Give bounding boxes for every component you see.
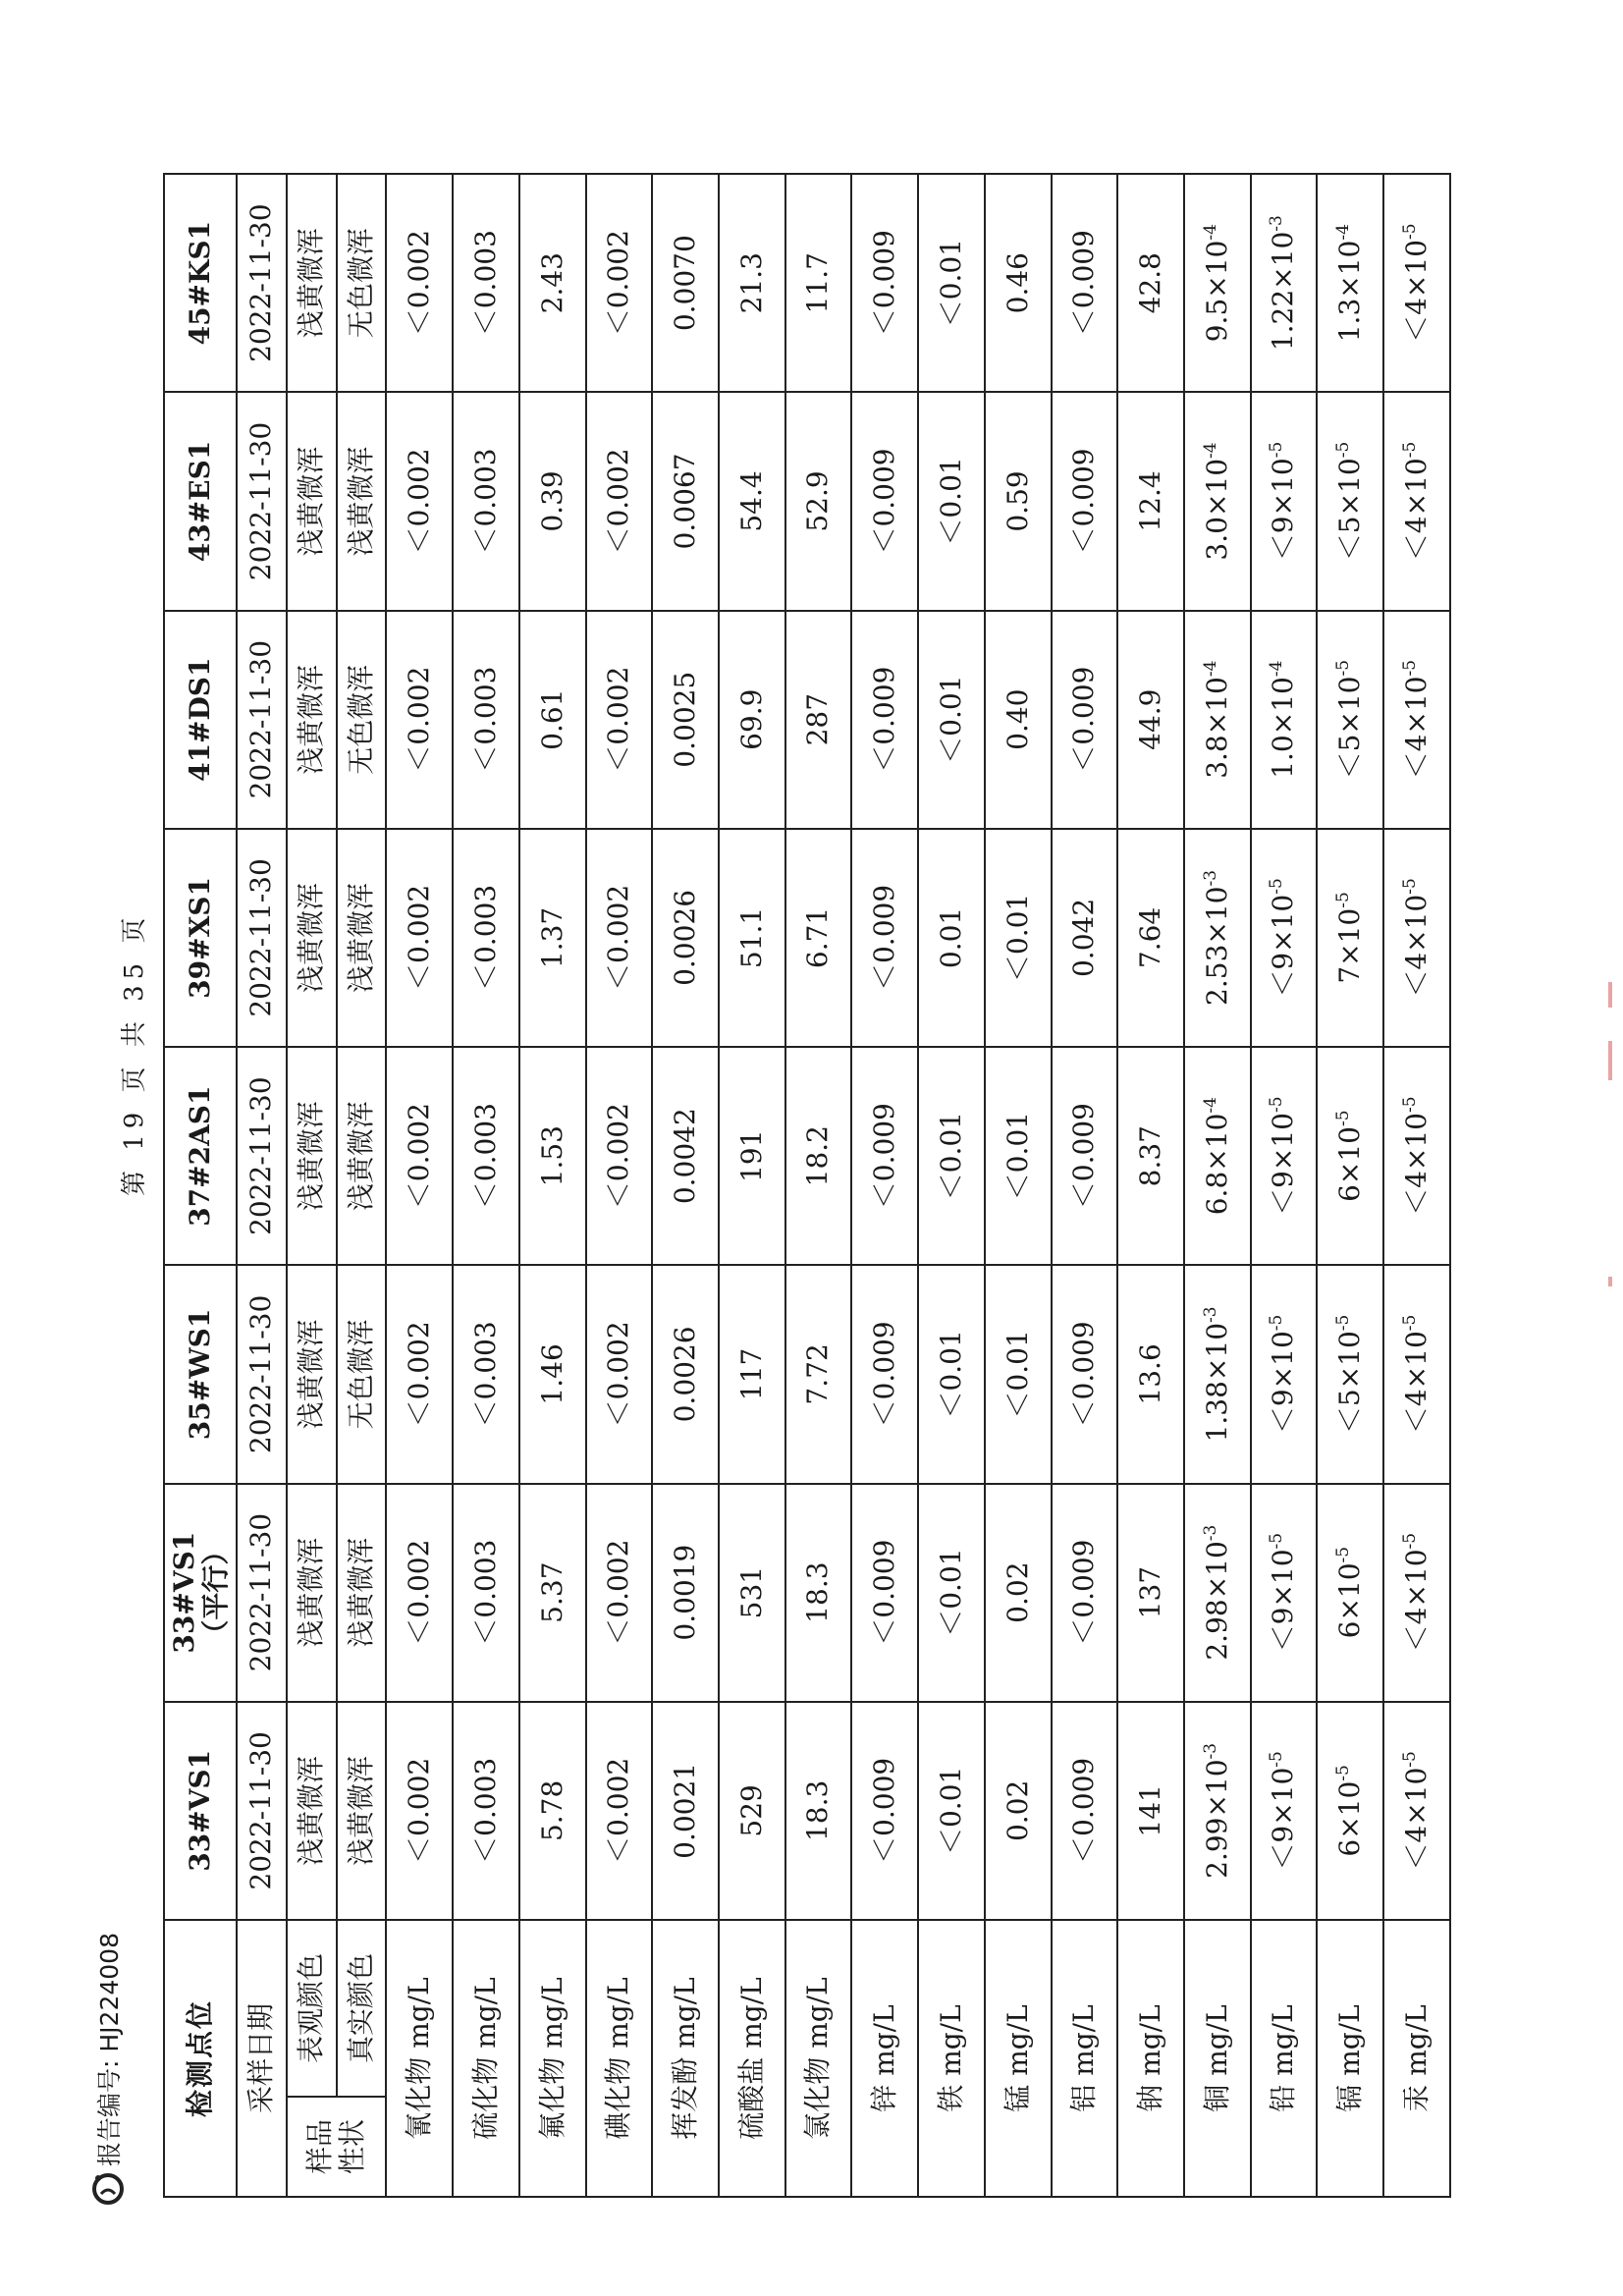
value-cell: ＜0.01 xyxy=(918,611,985,829)
date-cell: 2022-11-30 xyxy=(237,1047,287,1265)
site-header: 33#VS1 xyxy=(164,1702,237,1920)
value-exponent: -5 xyxy=(1333,441,1354,459)
report-header xyxy=(90,1933,126,2206)
value-mantissa: ＜9×10 xyxy=(1267,1549,1300,1653)
value-exponent: -3 xyxy=(1200,1742,1220,1760)
value-mantissa: ＜4×10 xyxy=(1399,1331,1433,1435)
value-cell xyxy=(1317,174,1383,392)
value-exponent: -5 xyxy=(1399,1096,1420,1113)
value-exponent: -5 xyxy=(1267,1096,1287,1113)
value-cell: 137 xyxy=(1117,1484,1184,1702)
value-cell: 1.53 xyxy=(519,1047,586,1265)
value-exponent: -5 xyxy=(1333,659,1354,677)
parameter-label: 钠 mg/L xyxy=(1117,1920,1184,2197)
value-exponent: -4 xyxy=(1200,1097,1220,1114)
value-cell xyxy=(1251,1484,1318,1702)
value-mantissa: 2.53×10 xyxy=(1200,886,1233,1006)
value-cell xyxy=(1251,1047,1318,1265)
value-cell: ＜0.01 xyxy=(918,1265,985,1483)
date-cell: 2022-11-30 xyxy=(237,174,287,392)
table-row xyxy=(985,174,1052,2197)
table-row xyxy=(1117,174,1184,2197)
value-exponent: -3 xyxy=(1200,1306,1220,1323)
report-number: 报告编号: HJ224008 xyxy=(95,1933,124,2166)
value-exponent: -4 xyxy=(1200,442,1220,459)
value-exponent: -5 xyxy=(1333,892,1354,908)
value-mantissa: ＜4×10 xyxy=(1399,1549,1433,1653)
value-mantissa: 7×10 xyxy=(1333,907,1367,984)
value-mantissa: ＜9×10 xyxy=(1267,894,1300,998)
parameter-label: 氟化物 mg/L xyxy=(519,1920,586,2197)
value-mantissa: ＜4×10 xyxy=(1399,1113,1433,1216)
apparent-color-cell: 浅黄微浑 xyxy=(287,174,337,392)
value-cell: ＜0.009 xyxy=(851,1484,918,1702)
value-cell xyxy=(1251,829,1318,1047)
parameter-label: 氯化物 mg/L xyxy=(785,1920,852,2197)
value-cell xyxy=(1317,1265,1383,1483)
value-exponent: -5 xyxy=(1267,1314,1287,1332)
value-mantissa: 2.98×10 xyxy=(1200,1541,1233,1661)
value-mantissa: ＜9×10 xyxy=(1267,1331,1300,1435)
site-header: 41#DS1 xyxy=(164,611,237,829)
parameter-label: 挥发酚 mg/L xyxy=(652,1920,719,2197)
value-cell: ＜0.003 xyxy=(453,611,519,829)
value-cell xyxy=(1184,1047,1251,1265)
value-cell: 0.0019 xyxy=(652,1484,719,1702)
value-mantissa: 1.0×10 xyxy=(1267,677,1300,779)
value-cell xyxy=(1184,1702,1251,1920)
value-cell: 531 xyxy=(719,1484,785,1702)
true-color-cell: 无色微浑 xyxy=(337,174,387,392)
value-cell: 529 xyxy=(719,1702,785,1920)
value-cell xyxy=(1184,611,1251,829)
value-exponent: -3 xyxy=(1200,869,1220,887)
scan-mark xyxy=(1608,1041,1612,1080)
value-mantissa: ＜5×10 xyxy=(1333,458,1367,562)
value-cell: ＜0.002 xyxy=(386,1265,453,1483)
value-cell: 2.43 xyxy=(519,174,586,392)
true-color-cell: 浅黄微浑 xyxy=(337,1702,387,1920)
value-mantissa: ＜4×10 xyxy=(1399,458,1433,562)
value-cell: ＜0.009 xyxy=(851,1265,918,1483)
date-cell: 2022-11-30 xyxy=(237,611,287,829)
value-exponent: -5 xyxy=(1267,878,1287,895)
value-cell: 0.0067 xyxy=(652,392,719,610)
parameter-label: 镉 mg/L xyxy=(1317,1920,1383,2197)
value-cell: 0.59 xyxy=(985,392,1052,610)
date-cell: 2022-11-30 xyxy=(237,1484,287,1702)
site-header: 37#2AS1 xyxy=(164,1047,237,1265)
value-cell: 13.6 xyxy=(1117,1265,1184,1483)
site-header: 43#ES1 xyxy=(164,392,237,610)
value-cell: 44.9 xyxy=(1117,611,1184,829)
site-header: 35#WS1 xyxy=(164,1265,237,1483)
value-cell: ＜0.002 xyxy=(586,1484,653,1702)
value-exponent: -5 xyxy=(1267,441,1287,459)
value-exponent: -5 xyxy=(1333,1110,1354,1126)
value-cell: 11.7 xyxy=(785,174,852,392)
value-cell: 52.9 xyxy=(785,392,852,610)
value-cell: 191 xyxy=(719,1047,785,1265)
value-mantissa: ＜4×10 xyxy=(1399,240,1433,343)
value-mantissa: 6×10 xyxy=(1333,1126,1367,1202)
value-cell: ＜0.002 xyxy=(386,829,453,1047)
value-cell: ＜0.01 xyxy=(918,174,985,392)
value-cell: 117 xyxy=(719,1265,785,1483)
table-row xyxy=(453,174,519,2197)
value-cell: ＜0.009 xyxy=(1052,392,1118,610)
value-exponent: -5 xyxy=(1333,1765,1354,1781)
table-row xyxy=(1251,174,1318,2197)
table-row xyxy=(851,174,918,2197)
value-cell: ＜0.009 xyxy=(1052,174,1118,392)
value-mantissa: ＜4×10 xyxy=(1399,894,1433,998)
value-cell: ＜0.009 xyxy=(851,1047,918,1265)
apparent-color-cell: 浅黄微浑 xyxy=(287,1047,337,1265)
value-cell xyxy=(1317,392,1383,610)
parameter-label: 氰化物 mg/L xyxy=(386,1920,453,2197)
table-row xyxy=(1317,174,1383,2197)
value-cell: ＜0.009 xyxy=(851,829,918,1047)
parameter-label: 碘化物 mg/L xyxy=(586,1920,653,2197)
value-cell: 51.1 xyxy=(719,829,785,1047)
value-cell: ＜0.01 xyxy=(918,1702,985,1920)
value-cell xyxy=(1383,392,1450,610)
value-cell: 0.01 xyxy=(918,829,985,1047)
parameter-label: 铜 mg/L xyxy=(1184,1920,1251,2197)
value-cell: 0.0070 xyxy=(652,174,719,392)
value-cell: 0.042 xyxy=(1052,829,1118,1047)
value-exponent: -4 xyxy=(1200,224,1220,241)
value-exponent: -5 xyxy=(1333,1546,1354,1563)
value-exponent: -3 xyxy=(1267,215,1287,232)
table-row xyxy=(719,174,785,2197)
table-body xyxy=(237,174,1450,2197)
table-row xyxy=(1383,174,1450,2197)
value-cell: ＜0.009 xyxy=(1052,611,1118,829)
value-cell: 7.72 xyxy=(785,1265,852,1483)
value-mantissa: ＜5×10 xyxy=(1333,676,1367,780)
parameter-label: 硫化物 mg/L xyxy=(453,1920,519,2197)
value-cell xyxy=(1251,174,1318,392)
parameter-label: 硫酸盐 mg/L xyxy=(719,1920,785,2197)
scan-mark xyxy=(1608,982,1612,1008)
value-exponent: -5 xyxy=(1399,1532,1420,1550)
value-cell: 0.0025 xyxy=(652,611,719,829)
value-cell: ＜0.009 xyxy=(851,392,918,610)
value-cell: ＜0.01 xyxy=(918,392,985,610)
apparent-color-label: 表观颜色 xyxy=(287,1920,337,2097)
value-cell xyxy=(1383,829,1450,1047)
true-color-label: 真实颜色 xyxy=(337,1920,387,2097)
value-cell: 8.37 xyxy=(1117,1047,1184,1265)
value-cell: 12.4 xyxy=(1117,392,1184,610)
value-cell: 18.3 xyxy=(785,1702,852,1920)
value-cell: 18.3 xyxy=(785,1484,852,1702)
company-logo-icon xyxy=(91,2172,125,2206)
value-exponent: -4 xyxy=(1200,660,1220,678)
value-mantissa: ＜9×10 xyxy=(1267,458,1300,562)
table-row xyxy=(1184,174,1251,2197)
value-cell xyxy=(1317,829,1383,1047)
value-exponent: -4 xyxy=(1333,224,1354,241)
value-exponent: -5 xyxy=(1399,1314,1420,1332)
value-mantissa: 3.0×10 xyxy=(1200,458,1233,561)
value-cell: 0.02 xyxy=(985,1484,1052,1702)
value-cell: 6.71 xyxy=(785,829,852,1047)
value-cell: ＜0.002 xyxy=(586,174,653,392)
date-label: 采样日期 xyxy=(237,1920,287,2197)
value-exponent: -5 xyxy=(1267,1751,1287,1768)
apparent-color-cell: 浅黄微浑 xyxy=(287,1265,337,1483)
value-cell: ＜0.003 xyxy=(453,829,519,1047)
date-cell: 2022-11-30 xyxy=(237,1265,287,1483)
value-mantissa: ＜9×10 xyxy=(1267,1113,1300,1216)
value-cell: 0.40 xyxy=(985,611,1052,829)
value-cell xyxy=(1184,1484,1251,1702)
value-mantissa: 6×10 xyxy=(1333,1562,1367,1639)
parameter-label: 锰 mg/L xyxy=(985,1920,1052,2197)
value-cell: 0.61 xyxy=(519,611,586,829)
value-cell: ＜0.009 xyxy=(851,1702,918,1920)
value-cell: 1.46 xyxy=(519,1265,586,1483)
parameter-label: 汞 mg/L xyxy=(1383,1920,1450,2197)
site-label: 检测点位 xyxy=(164,1920,237,2197)
value-mantissa: 3.8×10 xyxy=(1200,677,1233,779)
parameter-label: 铝 mg/L xyxy=(1052,1920,1118,2197)
parameter-label: 铁 mg/L xyxy=(918,1920,985,2197)
value-cell: ＜0.002 xyxy=(386,392,453,610)
value-cell: ＜0.003 xyxy=(453,1265,519,1483)
table-row xyxy=(785,174,852,2197)
value-cell xyxy=(1383,1265,1450,1483)
site-row xyxy=(164,174,237,2197)
value-cell: 21.3 xyxy=(719,174,785,392)
value-cell xyxy=(1383,611,1450,829)
value-mantissa: ＜4×10 xyxy=(1399,1767,1433,1871)
value-cell: ＜0.002 xyxy=(586,611,653,829)
value-cell: 0.0026 xyxy=(652,829,719,1047)
value-cell: 42.8 xyxy=(1117,174,1184,392)
true-color-cell: 浅黄微浑 xyxy=(337,1047,387,1265)
true-color-cell: 浅黄微浑 xyxy=(337,392,387,610)
value-cell: 0.02 xyxy=(985,1702,1052,1920)
value-cell: ＜0.009 xyxy=(851,611,918,829)
scan-mark xyxy=(1608,1277,1612,1286)
site-header: 39#XS1 xyxy=(164,829,237,1047)
true-color-row xyxy=(337,174,387,2197)
value-cell: ＜0.01 xyxy=(918,1484,985,1702)
value-cell: ＜0.009 xyxy=(1052,1702,1118,1920)
value-cell: ＜0.01 xyxy=(918,1047,985,1265)
parameter-label: 铅 mg/L xyxy=(1251,1920,1318,2197)
value-cell: ＜0.01 xyxy=(985,829,1052,1047)
value-cell: ＜0.002 xyxy=(586,829,653,1047)
value-cell: ＜0.002 xyxy=(386,174,453,392)
value-cell: 5.78 xyxy=(519,1702,586,1920)
value-exponent: -4 xyxy=(1267,660,1287,678)
true-color-cell: 浅黄微浑 xyxy=(337,1484,387,1702)
value-cell: 54.4 xyxy=(719,392,785,610)
value-cell xyxy=(1383,1047,1450,1265)
site-header: 45#KS1 xyxy=(164,174,237,392)
value-cell: ＜0.003 xyxy=(453,392,519,610)
value-exponent: -5 xyxy=(1399,223,1420,240)
value-cell xyxy=(1184,1265,1251,1483)
value-cell xyxy=(1184,829,1251,1047)
table-row xyxy=(1052,174,1118,2197)
page-indicator: 第 19 页 共 35 页 xyxy=(120,911,149,1196)
apparent-color-cell: 浅黄微浑 xyxy=(287,1702,337,1920)
value-exponent: -5 xyxy=(1399,878,1420,895)
date-row xyxy=(237,174,287,2197)
value-mantissa: ＜5×10 xyxy=(1333,1331,1367,1435)
value-mantissa: 1.22×10 xyxy=(1267,231,1300,352)
table-row xyxy=(386,174,453,2197)
value-cell: ＜0.009 xyxy=(851,174,918,392)
value-cell: 141 xyxy=(1117,1702,1184,1920)
value-cell: ＜0.002 xyxy=(586,1265,653,1483)
value-cell: 7.64 xyxy=(1117,829,1184,1047)
value-mantissa: 6.8×10 xyxy=(1200,1113,1233,1216)
value-cell: ＜0.003 xyxy=(453,174,519,392)
value-cell: ＜0.002 xyxy=(386,1484,453,1702)
value-cell: ＜0.01 xyxy=(985,1047,1052,1265)
value-exponent: -5 xyxy=(1267,1532,1287,1550)
value-cell: ＜0.009 xyxy=(1052,1265,1118,1483)
value-cell: 18.2 xyxy=(785,1047,852,1265)
date-cell: 2022-11-30 xyxy=(237,829,287,1047)
table-row xyxy=(519,174,586,2197)
value-cell: ＜0.002 xyxy=(386,611,453,829)
value-mantissa: 1.3×10 xyxy=(1333,240,1367,343)
value-mantissa: 6×10 xyxy=(1333,1780,1367,1857)
value-cell: 287 xyxy=(785,611,852,829)
value-cell xyxy=(1317,1484,1383,1702)
value-cell: ＜0.009 xyxy=(1052,1047,1118,1265)
value-cell: ＜0.01 xyxy=(985,1265,1052,1483)
value-cell: ＜0.002 xyxy=(586,1047,653,1265)
value-cell xyxy=(1184,174,1251,392)
value-cell xyxy=(1383,174,1450,392)
value-cell: ＜0.003 xyxy=(453,1702,519,1920)
value-cell: 0.0021 xyxy=(652,1702,719,1920)
value-exponent: -5 xyxy=(1333,1314,1354,1332)
value-cell xyxy=(1317,1702,1383,1920)
value-exponent: -5 xyxy=(1399,659,1420,677)
value-cell xyxy=(1184,392,1251,610)
value-cell xyxy=(1317,1047,1383,1265)
value-exponent: -3 xyxy=(1200,1524,1220,1542)
date-cell: 2022-11-30 xyxy=(237,392,287,610)
value-cell xyxy=(1251,611,1318,829)
sample-property-label: 样品 性状 xyxy=(287,2097,387,2197)
value-cell xyxy=(1251,1702,1318,1920)
value-cell: 69.9 xyxy=(719,611,785,829)
value-cell xyxy=(1251,392,1318,610)
value-cell: 0.46 xyxy=(985,174,1052,392)
site-header: 33#VS1 （平行） xyxy=(164,1484,237,1702)
true-color-cell: 无色微浑 xyxy=(337,611,387,829)
value-cell xyxy=(1251,1265,1318,1483)
apparent-color-cell: 浅黄微浑 xyxy=(287,829,337,1047)
value-cell: ＜0.002 xyxy=(386,1702,453,1920)
value-cell: 0.0026 xyxy=(652,1265,719,1483)
table-row xyxy=(652,174,719,2197)
value-cell xyxy=(1383,1484,1450,1702)
value-exponent: -5 xyxy=(1399,441,1420,459)
true-color-cell: 无色微浑 xyxy=(337,1265,387,1483)
apparent-color-cell: 浅黄微浑 xyxy=(287,611,337,829)
value-mantissa: 9.5×10 xyxy=(1200,240,1233,343)
value-cell: ＜0.003 xyxy=(453,1047,519,1265)
value-cell: 0.39 xyxy=(519,392,586,610)
value-mantissa: ＜9×10 xyxy=(1267,1767,1300,1871)
value-cell xyxy=(1317,611,1383,829)
true-color-cell: 浅黄微浑 xyxy=(337,829,387,1047)
value-cell: ＜0.002 xyxy=(586,1702,653,1920)
apparent-color-cell: 浅黄微浑 xyxy=(287,392,337,610)
value-cell: ＜0.002 xyxy=(386,1047,453,1265)
value-cell xyxy=(1383,1702,1450,1920)
value-exponent: -5 xyxy=(1399,1751,1420,1768)
apparent-color-row xyxy=(287,174,337,2197)
apparent-color-cell: 浅黄微浑 xyxy=(287,1484,337,1702)
value-cell: 1.37 xyxy=(519,829,586,1047)
value-cell: ＜0.002 xyxy=(586,392,653,610)
table-row xyxy=(918,174,985,2197)
value-cell: 0.0042 xyxy=(652,1047,719,1265)
value-cell: ＜0.003 xyxy=(453,1484,519,1702)
date-cell: 2022-11-30 xyxy=(237,1702,287,1920)
value-mantissa: ＜4×10 xyxy=(1399,676,1433,780)
table-row xyxy=(586,174,653,2197)
parameter-label: 锌 mg/L xyxy=(851,1920,918,2197)
value-cell: 5.37 xyxy=(519,1484,586,1702)
value-mantissa: 1.38×10 xyxy=(1200,1322,1233,1443)
value-mantissa: 2.99×10 xyxy=(1200,1759,1233,1879)
value-cell: ＜0.009 xyxy=(1052,1484,1118,1702)
results-table xyxy=(163,173,1451,2198)
